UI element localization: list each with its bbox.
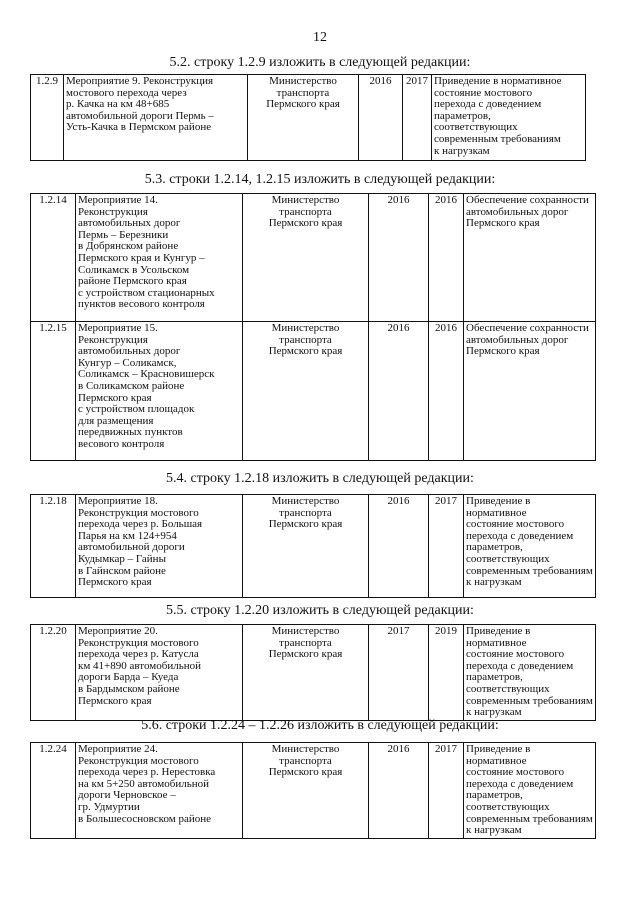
row-number: 1.2.15 xyxy=(31,322,76,461)
section-heading-5-5: 5.5. строку 1.2.20 изложить в следующей редакции: xyxy=(166,603,474,618)
end-year-cell: 2019 xyxy=(429,625,464,721)
result-cell: Приведение в нормативное состояние мостового перехода с доведением параметров, соответствующих современным требованиям к нагрузкам xyxy=(464,495,596,598)
row-number: 1.2.24 xyxy=(31,743,76,839)
table-row xyxy=(31,194,596,322)
section-heading-5-4: 5.4. строку 1.2.18 изложить в следующей редакции: xyxy=(166,471,474,486)
table-row xyxy=(31,322,596,461)
end-year-cell: 2017 xyxy=(403,75,432,161)
table-5-6 xyxy=(30,742,596,839)
table-5-2 xyxy=(30,74,586,161)
start-year-cell: 2016 xyxy=(369,743,429,839)
ministry-cell: Министерство транспорта Пермского края xyxy=(243,322,369,461)
result-cell: Приведение в нормативное состояние мостового перехода с доведением параметров, соответствующих современным требованиям к нагрузкам xyxy=(464,625,596,721)
table-row xyxy=(31,625,596,721)
event-cell: Мероприятие 20. Реконструкция мостового перехода через р. Катусла км 41+890 автомобильной дороги Барда – Куеда в Бардымском районе Пермского края xyxy=(76,625,243,721)
ministry-cell: Министерство транспорта Пермского края xyxy=(248,75,359,161)
page-number: 12 xyxy=(313,30,327,45)
event-cell: Мероприятие 24. Реконструкция мостового перехода через р. Нерестовка на км 5+250 автомобильной дороги Черновское – гр. Удмуртии в Большесосновском районе xyxy=(76,743,243,839)
table-5-5 xyxy=(30,624,596,721)
ministry-cell: Министерство транспорта Пермского края xyxy=(243,495,369,598)
start-year-cell: 2016 xyxy=(369,322,429,461)
start-year-cell: 2017 xyxy=(369,625,429,721)
end-year-cell: 2017 xyxy=(429,495,464,598)
row-number: 1.2.20 xyxy=(31,625,76,721)
event-cell: Мероприятие 18. Реконструкция мостового перехода через р. Большая Парья на км 124+954 автомобильной дороги Кудымкар – Гайны в Гайнском районе Пермского края xyxy=(76,495,243,598)
start-year-cell: 2016 xyxy=(369,194,429,322)
result-cell: Обеспечение сохранности автомобильных дорог Пермского края xyxy=(464,322,596,461)
section-heading-5-2: 5.2. строку 1.2.9 изложить в следующей редакции: xyxy=(169,55,471,70)
ministry-cell: Министерство транспорта Пермского края xyxy=(243,743,369,839)
table-row xyxy=(31,495,596,598)
row-number: 1.2.14 xyxy=(31,194,76,322)
end-year-cell: 2016 xyxy=(429,194,464,322)
event-cell: Мероприятие 9. Реконструкция мостового перехода через р. Качка на км 48+685 автомобильной дороги Пермь – Усть-Качка в Пермском районе xyxy=(64,75,248,161)
row-number: 1.2.9 xyxy=(31,75,64,161)
result-cell: Приведение в нормативное состояние мостового перехода с доведением параметров, соответствующих современным требованиям к нагрузкам xyxy=(432,75,586,161)
section-heading-5-3: 5.3. строки 1.2.14, 1.2.15 изложить в следующей редакции: xyxy=(144,172,496,187)
ministry-cell: Министерство транспорта Пермского края xyxy=(243,194,369,322)
table-5-4 xyxy=(30,494,596,598)
result-cell: Обеспечение сохранности автомобильных дорог Пермского края xyxy=(464,194,596,322)
event-cell: Мероприятие 15. Реконструкция автомобильных дорог Кунгур – Соликамск, Соликамск – Красновишерск в Соликамском районе Пермского края с устройством площадок для размещения передвижных пунктов весового контроля xyxy=(76,322,243,461)
end-year-cell: 2017 xyxy=(429,743,464,839)
row-number: 1.2.18 xyxy=(31,495,76,598)
start-year-cell: 2016 xyxy=(369,495,429,598)
start-year-cell: 2016 xyxy=(359,75,403,161)
ministry-cell: Министерство транспорта Пермского края xyxy=(243,625,369,721)
section-heading-5-6: 5.6. строки 1.2.24 – 1.2.26 изложить в следующей редакции: xyxy=(141,718,499,733)
table-row xyxy=(31,743,596,839)
table-row xyxy=(31,75,586,161)
result-cell: Приведение в нормативное состояние мостового перехода с доведением параметров, соответствующих современным требованиям к нагрузкам xyxy=(464,743,596,839)
end-year-cell: 2016 xyxy=(429,322,464,461)
event-cell: Мероприятие 14. Реконструкция автомобильных дорог Пермь – Березники в Добрянском районе Пермского края и Кунгур – Соликамск в Усольском районе Пермского края с устройством стационарных пунктов весового контроля xyxy=(76,194,243,322)
table-5-3 xyxy=(30,193,596,461)
